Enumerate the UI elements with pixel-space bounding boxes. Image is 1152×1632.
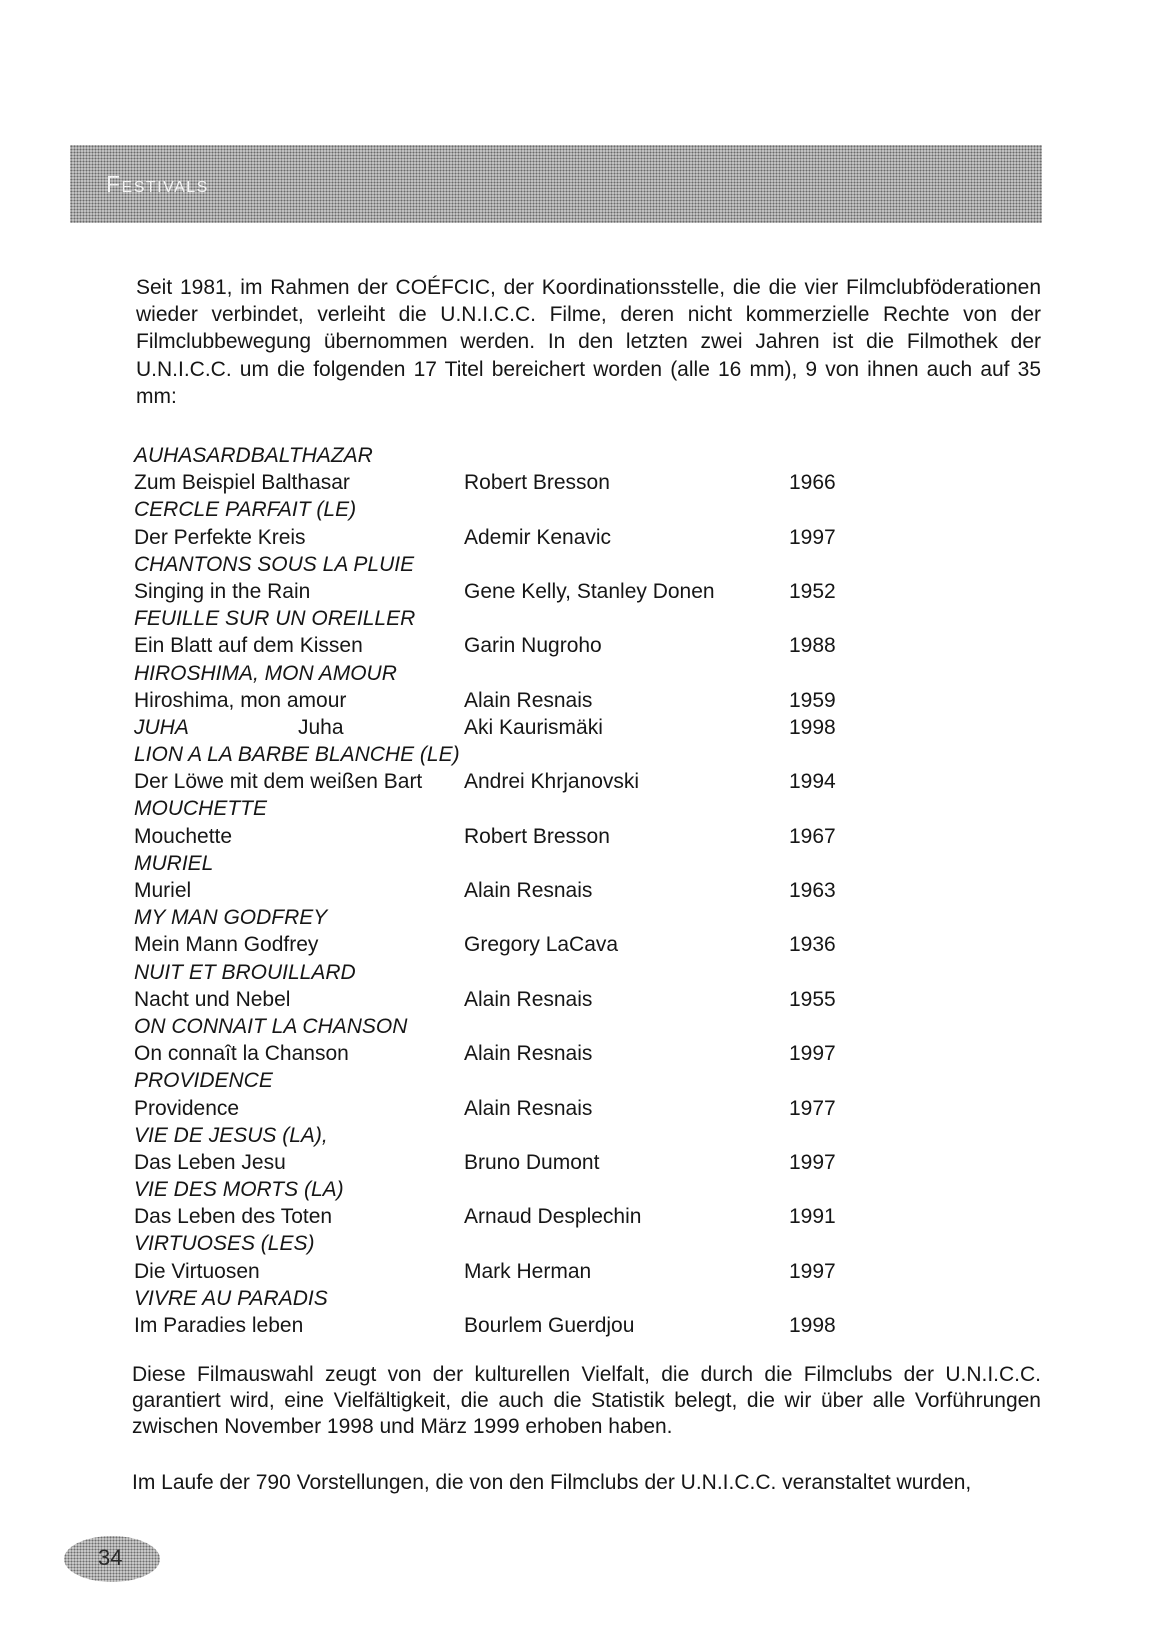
film-original-row — [134, 1122, 894, 1149]
film-row — [134, 632, 894, 659]
film-year: 1952 — [789, 579, 836, 603]
film-year: 1966 — [789, 471, 836, 495]
film-german-title: Der Löwe mit dem weißen Bart — [134, 770, 423, 794]
film-director: Robert Bresson — [464, 471, 610, 495]
film-director: Ademir Kenavic — [464, 525, 612, 549]
film-row — [134, 986, 894, 1013]
film-original-title: ON CONNAIT LA CHANSON — [134, 1014, 408, 1038]
film-original-title: HIROSHIMA, MON AMOUR — [134, 661, 397, 685]
film-original-row — [134, 850, 894, 877]
film-german-title: Zum Beispiel Balthasar — [134, 471, 350, 495]
film-row — [134, 1203, 894, 1230]
film-german-title: Muriel — [134, 879, 192, 902]
film-german-title: Hiroshima, mon amour — [134, 688, 347, 712]
film-original-row — [134, 605, 894, 632]
film-german-title: Mein Mann Godfrey — [134, 933, 319, 957]
film-original-title: PROVIDENCE — [134, 1069, 273, 1093]
film-original-title: VIVRE AU PARADIS — [134, 1286, 328, 1310]
film-year: 1988 — [789, 634, 836, 658]
film-year: 1998 — [789, 715, 836, 739]
film-german-title: Mouchette — [134, 824, 233, 848]
film-row — [134, 469, 894, 496]
body-paragraph-1: Diese Filmauswahl zeugt von der kulturellen Vielfalt, die durch die Filmclubs der U.N.I.C.C. garantiert wird, eine Vielfältigkeit, die auch die Statistik belegt, die wir über alle Vorführungen zwischen November 1998 und März 1999 erhoben haben. — [132, 1363, 1041, 1438]
film-director: Alain Resnais — [464, 879, 593, 902]
film-year: 1998 — [789, 1314, 836, 1337]
film-year: 1967 — [789, 824, 836, 848]
film-original-title: MY MAN GODFREY — [134, 906, 328, 930]
film-original-row — [134, 442, 894, 469]
film-year: 1963 — [789, 879, 836, 902]
film-row — [134, 578, 894, 605]
film-row — [134, 1258, 894, 1285]
film-row — [134, 1149, 894, 1176]
film-year: 1997 — [789, 1259, 836, 1283]
film-original-title: NUIT ET BROUILLARD — [134, 960, 356, 984]
film-original-title: JUHA — [134, 715, 189, 739]
film-german-title: Nacht und Nebel — [134, 987, 291, 1011]
film-row — [134, 823, 894, 850]
film-director: Alain Resnais — [464, 688, 593, 712]
film-original-title: MURIEL — [134, 851, 214, 875]
film-year: 1936 — [789, 933, 836, 957]
film-original-title: VIE DES MORTS (LA) — [134, 1178, 344, 1202]
film-director: Garin Nugroho — [464, 634, 602, 658]
film-german-title: Juha — [298, 715, 344, 739]
film-row — [134, 931, 894, 958]
film-original-title: MOUCHETTE — [134, 797, 267, 821]
film-original-row — [134, 959, 894, 986]
film-year: 1955 — [789, 987, 836, 1011]
film-german-title: Das Leben Jesu — [134, 1150, 286, 1174]
body-paragraph-2: Im Laufe der 790 Vorstellungen, die von den Filmclubs der U.N.I.C.C. veranstaltet wurden, — [132, 1471, 972, 1494]
film-director: Gregory LaCava — [464, 933, 619, 957]
film-original-row — [134, 1230, 894, 1257]
film-original-title: LION A LA BARBE BLANCHE (LE) — [134, 743, 460, 767]
film-year: 1959 — [789, 688, 836, 712]
film-row — [134, 1312, 894, 1339]
film-row — [134, 877, 894, 904]
film-director: Arnaud Desplechin — [464, 1205, 642, 1229]
film-year: 1991 — [789, 1205, 836, 1229]
film-original-row — [134, 496, 894, 523]
film-director: Alain Resnais — [464, 1042, 593, 1066]
film-german-title: On connaît la Chanson — [134, 1042, 349, 1066]
film-row — [134, 687, 894, 714]
film-original-row — [134, 1013, 894, 1040]
film-original-row — [134, 1285, 894, 1312]
film-year: 1994 — [789, 770, 836, 794]
film-list — [134, 442, 894, 1339]
film-row — [134, 1040, 894, 1067]
film-german-title: Singing in the Rain — [134, 579, 311, 603]
film-german-title: Das Leben des Toten — [134, 1205, 333, 1229]
film-original-row — [134, 1176, 894, 1203]
intro-paragraph: Seit 1981, im Rahmen der COÉFCIC, der Koordinationsstelle, die die vier Filmclubföderationen wieder verbindet, verleiht die U.N.I.C.C. Filme, deren nicht kommerzielle Rechte von der Filmclubbewegung übernommen werden. In den letzten zwei Jahren ist die Filmothek der U.N.I.C.C. um die folgenden 17 Titel bereichert worden (alle 16 mm), 9 von ihnen auch auf 35 mm: — [136, 276, 1041, 408]
film-original-title: AUHASARDBALTHAZAR — [134, 444, 373, 467]
film-original-title: FEUILLE SUR UN OREILLER — [134, 607, 416, 631]
film-german-title: Der Perfekte Kreis — [134, 525, 306, 549]
film-director: Bourlem Guerdjou — [464, 1314, 635, 1337]
film-german-title: Providence — [134, 1096, 240, 1120]
film-german-title: Die Virtuosen — [134, 1259, 260, 1283]
section-banner — [70, 145, 1042, 223]
film-original-title: VIE DE JESUS (LA), — [134, 1123, 328, 1147]
film-original-title: CERCLE PARFAIT (LE) — [134, 498, 357, 522]
page-number-badge — [64, 1536, 160, 1582]
film-director: Gene Kelly, Stanley Donen — [464, 579, 715, 603]
film-row — [134, 1095, 894, 1122]
film-row — [134, 714, 894, 741]
film-row — [134, 524, 894, 551]
film-director: Robert Bresson — [464, 824, 610, 848]
film-row — [134, 768, 894, 795]
film-year: 1997 — [789, 1042, 836, 1066]
film-original-row — [134, 904, 894, 931]
film-year: 1997 — [789, 1150, 836, 1174]
film-director: Bruno Dumont — [464, 1150, 600, 1174]
film-original-title: CHANTONS SOUS LA PLUIE — [134, 552, 415, 576]
film-year: 1977 — [789, 1096, 836, 1120]
film-original-row — [134, 1067, 894, 1094]
page-number: 34 — [98, 1545, 123, 1570]
film-original-row — [134, 795, 894, 822]
section-title: Festivals — [106, 171, 209, 197]
film-original-row — [134, 660, 894, 687]
film-original-title: VIRTUOSES (LES) — [134, 1232, 315, 1256]
film-year: 1997 — [789, 525, 836, 549]
film-director: Andrei Khrjanovski — [464, 770, 640, 794]
film-director: Mark Herman — [464, 1259, 592, 1283]
film-german-title: Im Paradies leben — [134, 1314, 304, 1337]
film-director: Aki Kaurismäki — [464, 715, 603, 739]
film-german-title: Ein Blatt auf dem Kissen — [134, 634, 363, 658]
film-director: Alain Resnais — [464, 1096, 593, 1120]
film-original-row — [134, 741, 894, 768]
film-original-row — [134, 551, 894, 578]
film-director: Alain Resnais — [464, 987, 593, 1011]
